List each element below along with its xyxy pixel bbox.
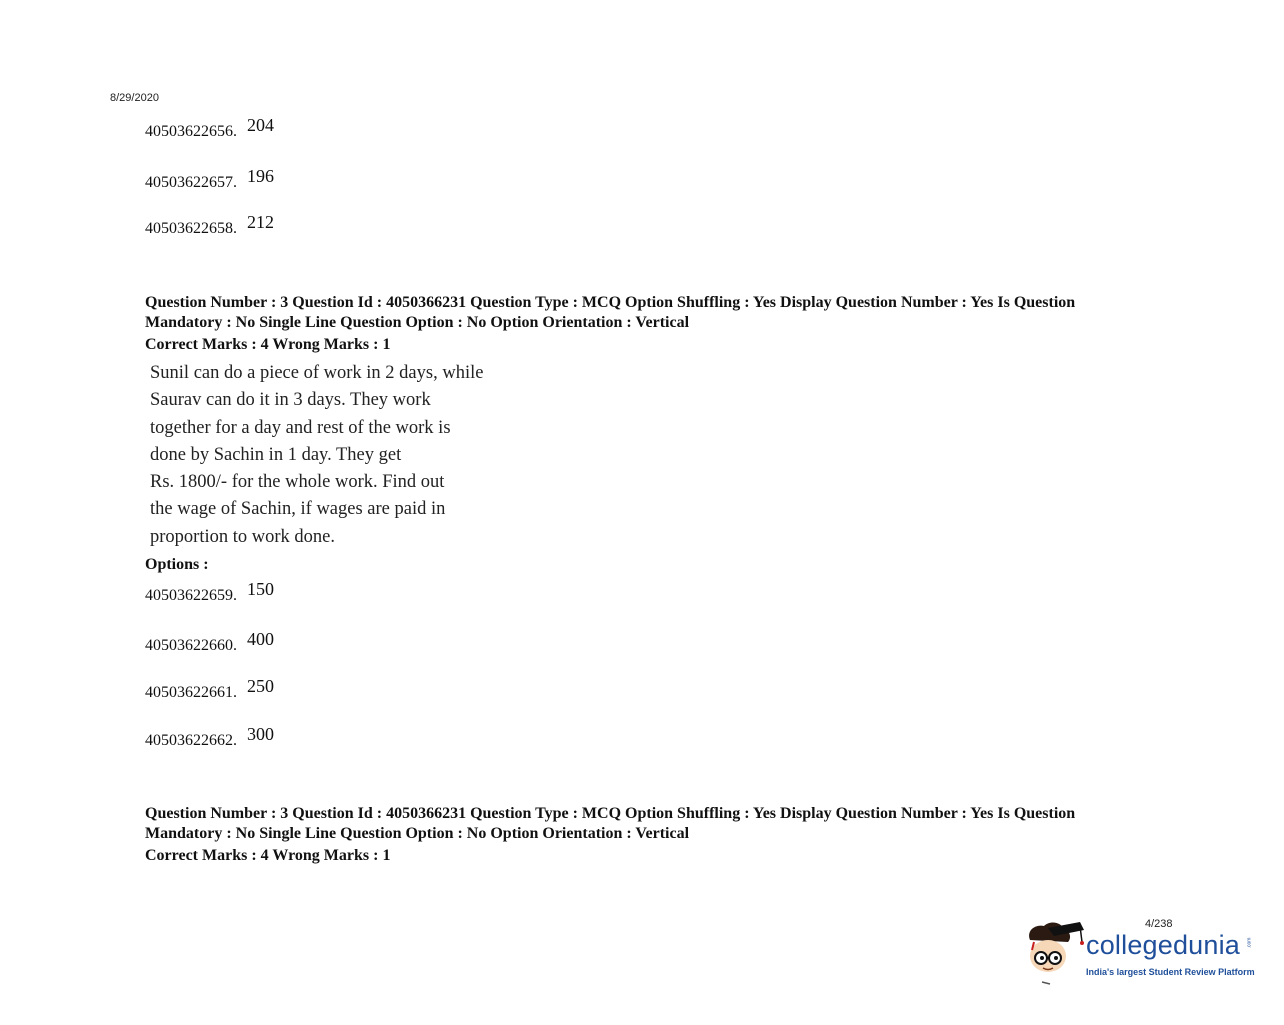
option-id: 40503622656. (145, 123, 237, 140)
option-row (145, 629, 274, 655)
option-row (145, 724, 274, 750)
question-text (150, 360, 495, 551)
logo-domain: .com (1246, 937, 1253, 949)
option-row (145, 212, 274, 238)
option-value: 212 (247, 212, 274, 232)
option-id: 40503622662. (145, 732, 237, 749)
question-text-line: Saurav can do it in 3 days. They work (150, 390, 431, 411)
question-text-line: Sunil can do a piece of work in 2 days, while (150, 363, 484, 383)
mascot-icon (1022, 916, 1086, 988)
option-row (145, 166, 274, 192)
option-value: 196 (247, 166, 274, 186)
question-meta-line: Question Number : 3 Question Id : 4050366231 Question Type : MCQ Option Shuffling : Yes Display Question Number : Yes Is Question (145, 805, 1076, 822)
option-row (145, 676, 274, 702)
question-text-line: done by Sachin in 1 day. They get (150, 444, 402, 465)
question-text-line: proportion to work done. (150, 526, 335, 547)
question-text-line: together for a day and rest of the work is (150, 417, 451, 438)
option-value: 204 (247, 115, 274, 135)
print-date: 8/29/2020 (110, 92, 159, 104)
option-id: 40503622658. (145, 220, 237, 237)
question-marks: Correct Marks : 4 Wrong Marks : 1 (145, 847, 391, 864)
option-value: 300 (247, 724, 274, 744)
question-meta (145, 293, 1165, 333)
question-text-line: the wage of Sachin, if wages are paid in (150, 499, 446, 520)
page-number: 4/238 (1145, 918, 1173, 930)
option-row (145, 115, 274, 141)
option-row (145, 579, 274, 605)
options-label: Options : (145, 556, 209, 573)
collegedunia-logo (1022, 916, 1262, 988)
option-id: 40503622661. (145, 684, 237, 701)
option-value: 250 (247, 676, 274, 696)
option-id: 40503622657. (145, 174, 237, 191)
question-meta-line: Mandatory : No Single Line Question Option : No Option Orientation : Vertical (145, 825, 690, 842)
logo-tagline: India's largest Student Review Platform (1086, 967, 1255, 977)
option-id: 40503622659. (145, 587, 237, 604)
option-id: 40503622660. (145, 637, 237, 654)
logo-wordmark: collegedunia (1086, 930, 1241, 960)
question-meta-line: Question Number : 3 Question Id : 4050366231 Question Type : MCQ Option Shuffling : Yes Display Question Number : Yes Is Question (145, 294, 1076, 311)
question-meta (145, 804, 1165, 844)
option-value: 400 (247, 629, 274, 649)
question-text-line: Rs. 1800/- for the whole work. Find out (150, 472, 445, 493)
option-value: 150 (247, 579, 274, 599)
question-marks: Correct Marks : 4 Wrong Marks : 1 (145, 336, 391, 353)
question-meta-line: Mandatory : No Single Line Question Option : No Option Orientation : Vertical (145, 314, 690, 331)
